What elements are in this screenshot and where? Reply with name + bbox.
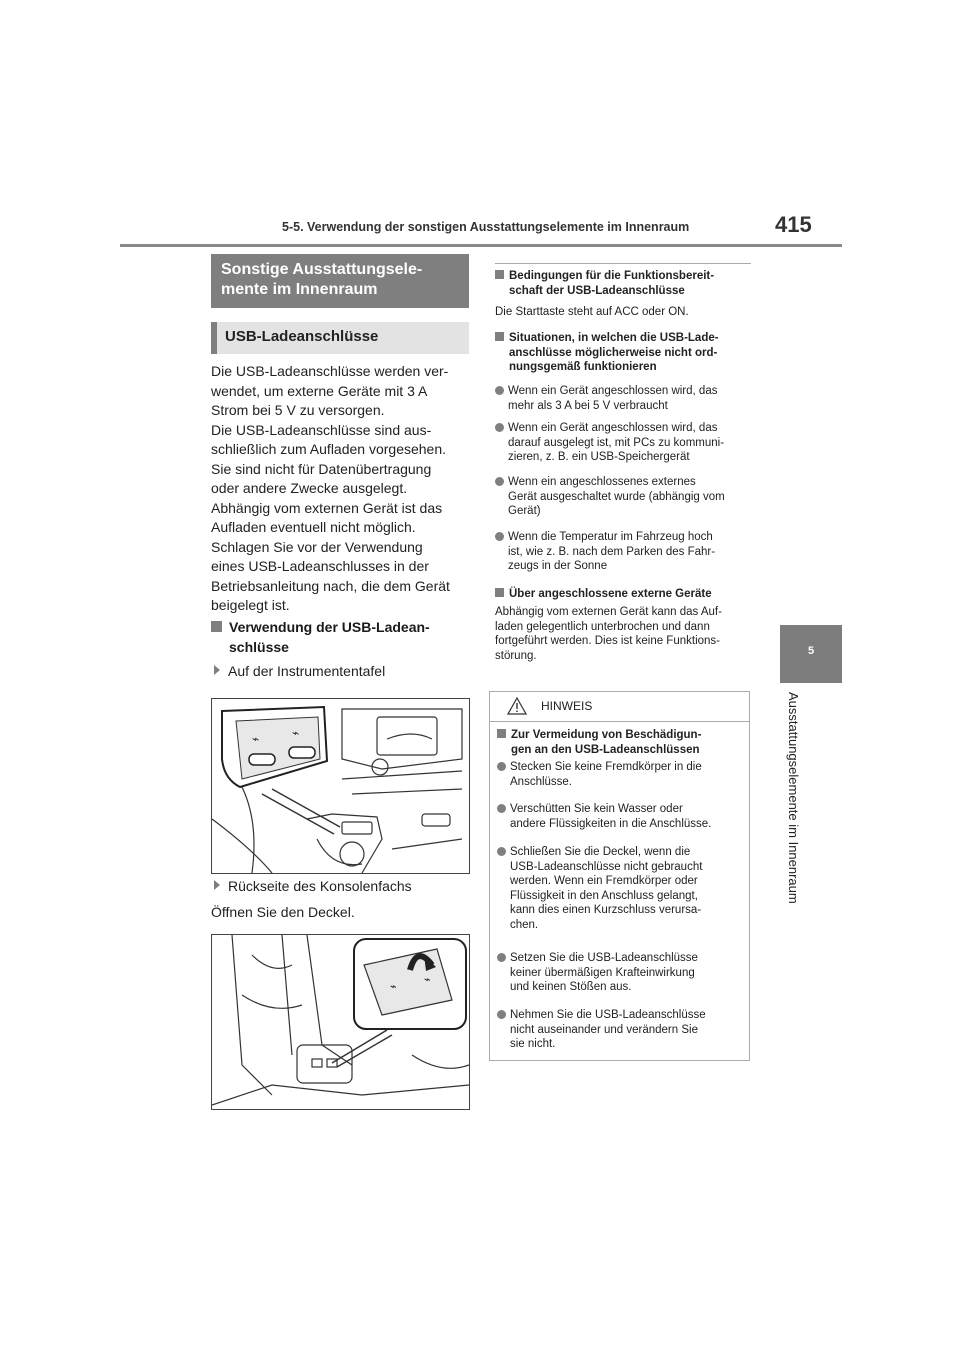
sub-heading-text: USB-Ladeanschlüsse — [225, 328, 379, 345]
intro-line: wendet, um externe Geräte mit 3 A — [211, 382, 428, 399]
round-bullet-icon — [495, 532, 504, 541]
bullet-line: zeugs in der Sonne — [508, 560, 608, 572]
square-bullet-icon — [497, 729, 506, 738]
main-heading — [211, 254, 469, 308]
ext-line: fortgeführt werden. Dies ist keine Funktions- — [495, 635, 720, 647]
situation-bullet — [495, 384, 751, 413]
situation-bullet — [495, 530, 751, 574]
intro-line: Die USB-Ladeanschlüsse werden ver- — [211, 363, 449, 379]
bullet-line: werden. Wenn ein Fremdkörper oder — [510, 875, 698, 887]
right-column-rule — [495, 263, 751, 264]
intro-line: eines USB-Ladeanschlusses in der — [211, 558, 429, 574]
main-heading-line1: Sonstige Ausstattungsele- — [221, 261, 423, 278]
square-bullet-icon — [495, 588, 504, 597]
chapter-number: 5 — [807, 645, 815, 657]
main-heading-line2: mente im Innenraum — [221, 281, 378, 298]
page-number: 415 — [775, 212, 812, 237]
svg-text:⌁: ⌁ — [424, 973, 431, 986]
item-dashboard-text: Auf der Instrumententafel — [228, 663, 386, 679]
bullet-line: und keinen Stößen aus. — [510, 981, 632, 993]
intro-line: Betriebsanleitung nach, die dem Gerät — [211, 577, 450, 594]
notice-bullet — [497, 760, 742, 789]
round-bullet-icon — [497, 847, 506, 856]
bullet-line: chen. — [510, 918, 539, 931]
bullet-line: Wenn ein angeschlossenes externes — [508, 476, 696, 488]
bullet-line: Nehmen Sie die USB-Ladeanschlüsse — [510, 1009, 706, 1021]
intro-line: beigelegt ist. — [211, 597, 290, 613]
chapter-side-label-box — [786, 692, 806, 952]
sub-heading — [211, 322, 469, 354]
svg-text:⌁: ⌁ — [252, 732, 260, 746]
conditions-heading-line1: Bedingungen für die Funktionsbereit- — [509, 270, 715, 282]
chapter-tab — [780, 625, 842, 683]
notice-rule — [489, 721, 750, 722]
triangle-bullet-icon — [214, 665, 220, 675]
bullet-line: andere Flüssigkeiten in die Anschlüsse. — [510, 817, 712, 830]
external-devices-heading-text: Über angeschlossene externe Geräte — [509, 588, 712, 600]
notice-header — [489, 691, 750, 721]
intro-line: Strom bei 5 V zu versorgen. — [211, 402, 385, 418]
bullet-line: mehr als 3 A bei 5 V verbraucht — [508, 399, 668, 412]
situation-bullet — [495, 475, 751, 519]
dashboard-illustration — [212, 699, 469, 873]
console-illustration — [212, 935, 469, 1109]
item-dashboard — [214, 663, 385, 679]
bullet-line: zieren, z. B. ein USB-Speichergerät — [508, 451, 690, 463]
open-lid-text: Öffnen Sie den Deckel. — [211, 904, 355, 920]
bullet-line: Gerät ausgeschaltet wurde (abhängig vom — [508, 490, 725, 503]
intro-line: schließlich zum Aufladen vorgesehen. — [211, 441, 447, 457]
square-bullet-icon — [495, 270, 504, 279]
bullet-line: darauf ausgelegt ist, mit PCs zu kommuni- — [508, 436, 725, 449]
round-bullet-icon — [497, 804, 506, 813]
notice-bullet — [497, 845, 742, 932]
bullet-line: Wenn ein Gerät angeschlossen wird, das — [508, 385, 718, 397]
notice-heading — [497, 728, 742, 757]
situations-heading-line3: nungsgemäß funktionieren — [509, 361, 657, 373]
bullet-line: Verschütten Sie kein Wasser oder — [510, 803, 683, 815]
round-bullet-icon — [497, 953, 506, 962]
item-console-text: Rückseite des Konsolenfachs — [228, 878, 412, 894]
bullet-line: Stecken Sie keine Fremdkörper in die — [510, 761, 702, 773]
bullet-line: Setzen Sie die USB-Ladeanschlüsse — [510, 952, 698, 964]
intro-line: Sie sind nicht für Datenübertragung — [211, 460, 432, 477]
usage-heading-line1: Verwendung der USB-Ladean- — [229, 619, 430, 635]
notice-heading-line2: gen an den USB-Ladeanschlüssen — [511, 743, 700, 756]
round-bullet-icon — [495, 423, 504, 432]
external-devices-heading — [495, 587, 751, 602]
ext-line: störung. — [495, 649, 537, 662]
situations-heading-line1: Situationen, in welchen die USB-Lade- — [509, 332, 719, 344]
notice-heading-line1: Zur Vermeidung von Beschädigun- — [511, 729, 702, 741]
usage-heading — [211, 618, 469, 657]
bullet-line: ist, wie z. B. nach dem Parken des Fahr- — [508, 545, 716, 558]
ext-line: laden gelegentlich unterbrochen und dann — [495, 620, 710, 633]
round-bullet-icon — [497, 762, 506, 771]
bullet-line: sie nicht. — [510, 1038, 556, 1050]
notice-bullet — [497, 951, 742, 995]
situations-heading-line2: anschlüsse möglicherweise nicht ord- — [509, 346, 718, 359]
intro-line: oder andere Zwecke ausgelegt. — [211, 480, 408, 496]
running-header: 5-5. Verwendung der sonstigen Ausstattungselemente im Innenraum — [282, 220, 690, 234]
conditions-text: Die Starttaste steht auf ACC oder ON. — [495, 306, 689, 318]
bullet-line: Schließen Sie die Deckel, wenn die — [510, 846, 691, 858]
conditions-heading — [495, 269, 751, 298]
external-devices-text — [495, 605, 751, 663]
square-bullet-icon — [211, 621, 222, 632]
usage-heading-line2: schlüsse — [229, 638, 289, 655]
bullet-line: Anschlüsse. — [510, 775, 573, 788]
conditions-heading-line2: schaft der USB-Ladeanschlüsse — [509, 284, 685, 297]
intro-paragraph — [211, 362, 469, 616]
notice-bullet — [497, 1008, 742, 1052]
intro-line: Schlagen Sie vor der Verwendung — [211, 538, 423, 555]
square-bullet-icon — [495, 332, 504, 341]
bullet-line: keiner übermäßigen Krafteinwirkung — [510, 966, 695, 979]
notice-bullet — [497, 802, 742, 831]
round-bullet-icon — [495, 386, 504, 395]
ext-line: Abhängig vom externen Gerät kann das Auf- — [495, 606, 722, 618]
notice-label: HINWEIS — [541, 699, 593, 713]
item-console — [214, 878, 412, 894]
triangle-bullet-icon — [214, 880, 220, 890]
warning-triangle-icon — [507, 697, 527, 715]
intro-line: Abhängig vom externen Gerät ist das — [211, 499, 443, 516]
situations-heading — [495, 331, 751, 375]
bullet-line: Wenn ein Gerät angeschlossen wird, das — [508, 422, 718, 434]
situation-bullet — [495, 421, 751, 465]
intro-line: Die USB-Ladeanschlüsse sind aus- — [211, 421, 432, 438]
svg-text:⌁: ⌁ — [390, 980, 397, 993]
console-usb-figure — [211, 934, 470, 1110]
bullet-line: Gerät) — [508, 505, 541, 517]
bullet-line: nicht auseinander und verändern Sie — [510, 1023, 698, 1036]
chapter-side-label: Ausstattungselemente im Innenraum — [786, 692, 801, 904]
bullet-line: Flüssigkeit in den Anschluss gelangt, — [510, 889, 698, 902]
round-bullet-icon — [497, 1010, 506, 1019]
header-rule — [120, 244, 842, 247]
bullet-line: kann dies einen Kurzschluss verursa- — [510, 904, 702, 916]
round-bullet-icon — [495, 477, 504, 486]
dashboard-usb-figure — [211, 698, 470, 874]
intro-line: Aufladen eventuell nicht möglich. — [211, 519, 416, 535]
bullet-line: USB-Ladeanschlüsse nicht gebraucht — [510, 860, 703, 873]
svg-text:⌁: ⌁ — [292, 726, 300, 740]
bullet-line: Wenn die Temperatur im Fahrzeug hoch — [508, 531, 713, 543]
